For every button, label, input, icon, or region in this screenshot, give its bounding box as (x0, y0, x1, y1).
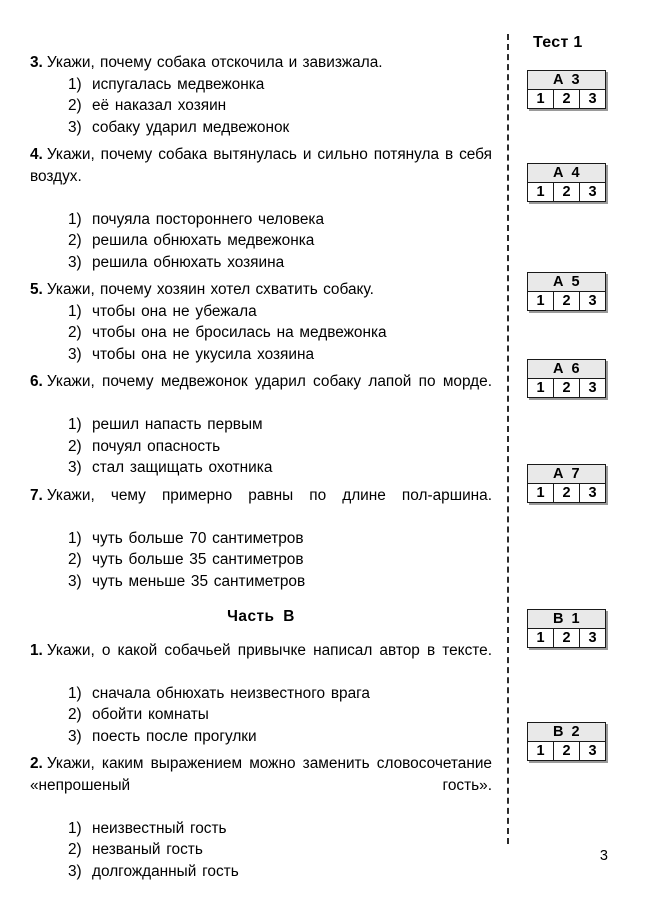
part-b-questions-list (30, 640, 492, 883)
answer-choice-cells (528, 90, 605, 108)
option-item[interactable] (68, 301, 492, 323)
option-item[interactable] (68, 457, 492, 479)
question-text: Укажи, каким выражением можно заменить словосочетание «непрошеный гость». (30, 755, 492, 794)
question-number: 6. (30, 373, 43, 390)
option-marker: 3) (68, 862, 82, 880)
answer-box[interactable] (527, 609, 606, 648)
answer-choice-cell[interactable]: 3 (588, 91, 597, 107)
page-title: Тест 1 (533, 34, 583, 51)
answer-box-code: А 4 (528, 164, 605, 183)
option-text: решила обнюхать хозяина (92, 253, 285, 271)
question-stem (30, 371, 492, 414)
option-item[interactable] (68, 322, 492, 344)
question-block (30, 753, 492, 882)
answer-box[interactable] (527, 163, 606, 202)
question-stem (30, 640, 492, 683)
answer-box-code: А 7 (528, 465, 605, 484)
question-text: Укажи, почему собака отскочила и завизжала. (46, 54, 383, 71)
option-item[interactable] (68, 861, 492, 883)
option-text: неизвестный гость (92, 819, 227, 837)
answer-choice-cell[interactable]: 2 (554, 742, 580, 760)
option-marker: 1) (68, 416, 82, 433)
option-marker: 2) (68, 324, 82, 341)
option-item[interactable] (68, 252, 492, 274)
question-text: Укажи, почему хозяин хотел схватить собаку. (46, 281, 374, 298)
option-marker: 1) (68, 684, 82, 702)
answer-choice-cell[interactable]: 1 (528, 629, 554, 647)
question-text: Укажи, почему собака вытянулась и сильно потянула в себя воздух. (30, 146, 492, 185)
option-marker: 3) (68, 459, 82, 476)
answer-choice-cells (528, 379, 605, 397)
answer-box-code: В 2 (528, 723, 605, 742)
question-text: Укажи, о какой собачьей привычке написал автор в тексте. (46, 641, 492, 659)
option-item[interactable] (68, 117, 492, 139)
option-item[interactable] (68, 683, 492, 705)
option-text: собаку ударил медвежонок (92, 118, 290, 136)
questions-list (30, 52, 492, 592)
option-item[interactable] (68, 74, 492, 96)
answer-choice-cell[interactable]: 1 (528, 742, 554, 760)
option-marker: 3) (68, 572, 82, 590)
option-text: чтобы она не убежала (92, 302, 257, 320)
option-list (30, 209, 492, 274)
option-item[interactable] (68, 839, 492, 861)
answer-choice-cell[interactable]: 3 (588, 630, 597, 646)
answer-choice-cell[interactable]: 2 (554, 484, 580, 502)
option-text: решила обнюхать медвежонка (92, 232, 315, 249)
option-item[interactable] (68, 726, 492, 748)
answer-choice-cell[interactable]: 3 (588, 184, 597, 200)
page-number: 3 (599, 848, 608, 864)
option-list (30, 683, 492, 748)
answer-choice-cell[interactable]: 3 (588, 380, 597, 396)
option-marker: 1) (68, 210, 82, 228)
answer-choice-cell[interactable]: 2 (554, 90, 580, 108)
question-column (30, 52, 492, 888)
answer-choice-cell[interactable]: 3 (588, 293, 597, 309)
answer-box[interactable] (527, 464, 606, 503)
option-list (30, 74, 492, 139)
option-item[interactable] (68, 571, 492, 593)
option-text: чуть меньше 35 сантиметров (92, 572, 306, 590)
answer-choice-cell[interactable]: 2 (554, 292, 580, 310)
answer-choice-cell[interactable]: 2 (554, 629, 580, 647)
answer-choice-cell[interactable]: 2 (554, 183, 580, 201)
question-text: Укажи, почему медвежонок ударил собаку лапой по морде. (46, 373, 492, 390)
answer-choice-cell[interactable]: 1 (528, 90, 554, 108)
option-item[interactable] (68, 436, 492, 458)
option-marker: 2) (68, 841, 82, 858)
question-block (30, 640, 492, 748)
answer-choice-cells (528, 629, 605, 647)
question-block (30, 52, 492, 138)
option-text: чуть больше 35 сантиметров (92, 551, 304, 568)
answer-choice-cell[interactable]: 1 (528, 484, 554, 502)
option-item[interactable] (68, 528, 492, 550)
question-number: 4. (30, 146, 43, 163)
answer-box-code: А 3 (528, 71, 605, 90)
option-item[interactable] (68, 414, 492, 436)
option-marker: 3) (68, 345, 82, 363)
option-item[interactable] (68, 209, 492, 231)
question-block (30, 371, 492, 479)
question-number: 5. (30, 281, 43, 298)
option-marker: 3) (68, 727, 82, 745)
cut-line-separator (507, 34, 509, 844)
option-item[interactable] (68, 818, 492, 840)
question-text: Укажи, чему примерно равны по длине пол-аршина. (46, 486, 492, 504)
option-text: испугалась медвежонка (92, 75, 265, 93)
question-number: 2. (30, 755, 43, 772)
answer-box[interactable] (527, 722, 606, 761)
answer-choice-cell[interactable]: 3 (588, 485, 597, 501)
answer-box[interactable] (527, 272, 606, 311)
question-block (30, 144, 492, 273)
option-text: решил напасть первым (92, 416, 263, 433)
option-marker: 2) (68, 706, 82, 723)
question-stem (30, 485, 492, 528)
question-number: 7. (30, 486, 43, 504)
answer-box-code: А 5 (528, 273, 605, 292)
option-text: чуть больше 70 сантиметров (92, 529, 304, 547)
answer-choice-cell[interactable]: 3 (588, 743, 597, 759)
option-item[interactable] (68, 344, 492, 366)
answer-choice-cells (528, 183, 605, 201)
option-marker: 1) (68, 75, 82, 93)
answer-choice-cell[interactable]: 1 (528, 379, 554, 397)
question-block (30, 485, 492, 593)
option-text: сначала обнюхать неизвестного врага (92, 684, 370, 702)
option-text: стал защищать охотника (92, 459, 273, 476)
answer-choice-cell[interactable]: 2 (554, 379, 580, 397)
option-marker: 3) (68, 118, 82, 136)
answer-choice-cell[interactable]: 1 (528, 183, 554, 201)
option-item[interactable] (68, 704, 492, 726)
answer-choice-cells (528, 292, 605, 310)
option-text: почуял опасность (92, 437, 221, 455)
answer-box-code: А 6 (528, 360, 605, 379)
question-stem (30, 279, 492, 301)
answer-box[interactable] (527, 359, 606, 398)
option-marker: 1) (68, 302, 82, 320)
option-text: долгожданный гость (92, 862, 239, 880)
option-marker: 2) (68, 232, 82, 249)
question-number: 3. (30, 54, 43, 71)
option-text: незваный гость (92, 841, 203, 858)
question-number: 1. (30, 641, 43, 659)
option-text: поесть после прогулки (92, 727, 257, 745)
option-text: почуяла постороннего человека (92, 210, 325, 228)
option-text: обойти комнаты (92, 706, 209, 723)
option-marker: 2) (68, 551, 82, 568)
question-stem (30, 753, 492, 818)
question-stem (30, 52, 492, 74)
option-item[interactable] (68, 95, 492, 117)
option-list (30, 818, 492, 883)
option-list (30, 301, 492, 366)
option-marker: 1) (68, 529, 82, 547)
answer-choice-cells (528, 742, 605, 760)
question-stem (30, 144, 492, 209)
question-block (30, 279, 492, 365)
option-list (30, 414, 492, 479)
answer-box[interactable] (527, 70, 606, 109)
option-text: чтобы она не укусила хозяина (92, 345, 315, 363)
answer-box-code: В 1 (528, 610, 605, 629)
option-marker: 3) (68, 253, 82, 271)
option-item[interactable] (68, 549, 492, 571)
option-list (30, 528, 492, 593)
option-item[interactable] (68, 230, 492, 252)
answer-column (527, 34, 627, 759)
answer-choice-cell[interactable]: 1 (528, 292, 554, 310)
option-marker: 1) (68, 819, 82, 837)
option-text: чтобы она не бросилась на медвежонка (92, 324, 387, 341)
answer-choice-cells (528, 484, 605, 502)
option-marker: 2) (68, 97, 82, 114)
option-text: её наказал хозяин (92, 97, 227, 114)
option-marker: 2) (68, 437, 82, 455)
part-heading: Часть В (227, 608, 295, 625)
